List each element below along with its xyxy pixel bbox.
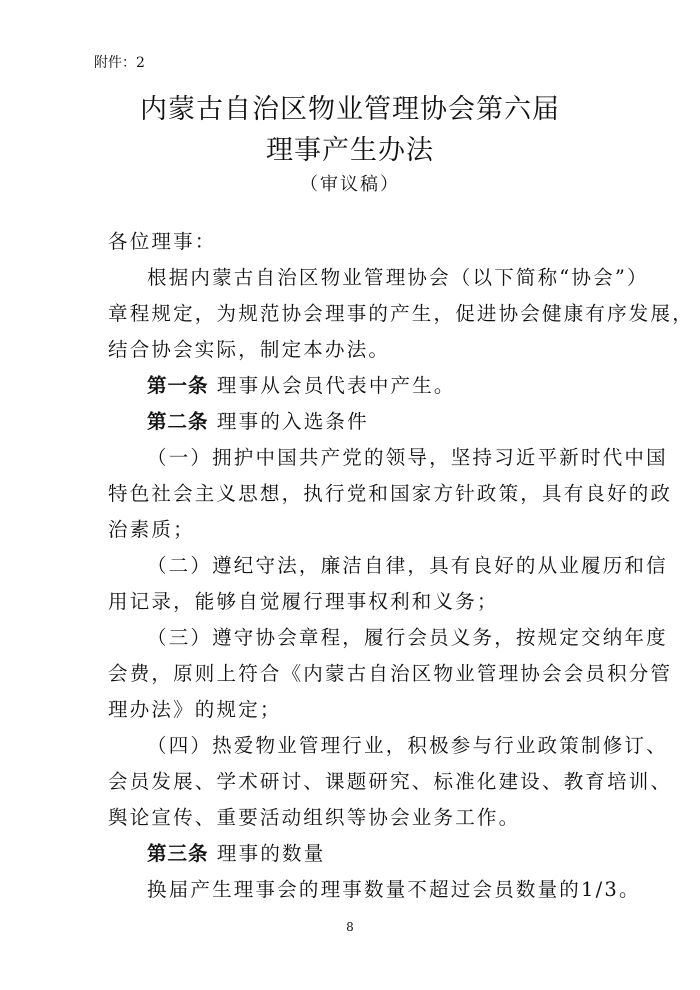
article-2-text: 理事的入选条件 [216,410,369,433]
item-4-line-1: （四）热爱物业管理行业，积极参与行业政策制修订、 [147,734,668,757]
item-3-line-2: 会费，原则上符合《内蒙古自治区物业管理协会会员积分管 [108,662,673,685]
item-1-line-1: （一）拥护中国共产党的领导，坚持习近平新时代中国 [147,446,668,469]
article-3-text: 理事的数量 [216,842,326,865]
item-3-line-1: （三）遵守协会章程，履行会员义务，按规定交纳年度 [147,626,668,649]
article-3-content: 换届产生理事会的理事数量不超过会员数量的1/3。 [147,878,641,901]
document-subtitle: （审议稿） [300,174,400,195]
intro-line-2: 章程规定，为规范协会理事的产生，促进协会健康有序发展， [108,302,694,325]
item-2-line-1: （二）遵纪守法，廉洁自律，具有良好的从业履历和信 [147,554,668,577]
article-2-heading: 第二条 [147,410,209,433]
article-3-heading: 第三条 [147,842,209,865]
article-2 [147,406,594,434]
item-2-line-2: 用记录，能够自觉履行理事权利和义务； [108,590,499,613]
item-3-line-3: 理办法》的规定； [108,698,282,721]
attachment-label: 附件：2 [94,55,145,71]
item-4-line-3: 舆论宣传、重要活动组织等协会业务工作。 [108,806,521,829]
article-1-text: 理事从会员代表中产生。 [216,374,456,397]
document-title-line-1: 内蒙古自治区物业管理协会第六届 [140,94,560,125]
article-1-heading: 第一条 [147,374,209,397]
item-1-line-2: 特色社会主义思想，执行党和国家方针政策，具有良好的政 [108,482,673,505]
salutation: 各位理事： [108,230,217,253]
page-number: 8 [346,920,354,934]
article-1 [147,370,594,398]
item-4-line-2: 会员发展、学术研讨、课题研究、标准化建设、教育培训、 [108,770,673,793]
intro-line-3: 结合协会实际，制定本办法。 [108,338,391,361]
intro-line-1: 根据内蒙古自治区物业管理协会（以下简称“协会”） [147,266,649,289]
document-title-line-2: 理事产生办法 [266,135,434,166]
article-3 [147,838,594,866]
item-1-line-3: 治素质； [108,518,195,541]
